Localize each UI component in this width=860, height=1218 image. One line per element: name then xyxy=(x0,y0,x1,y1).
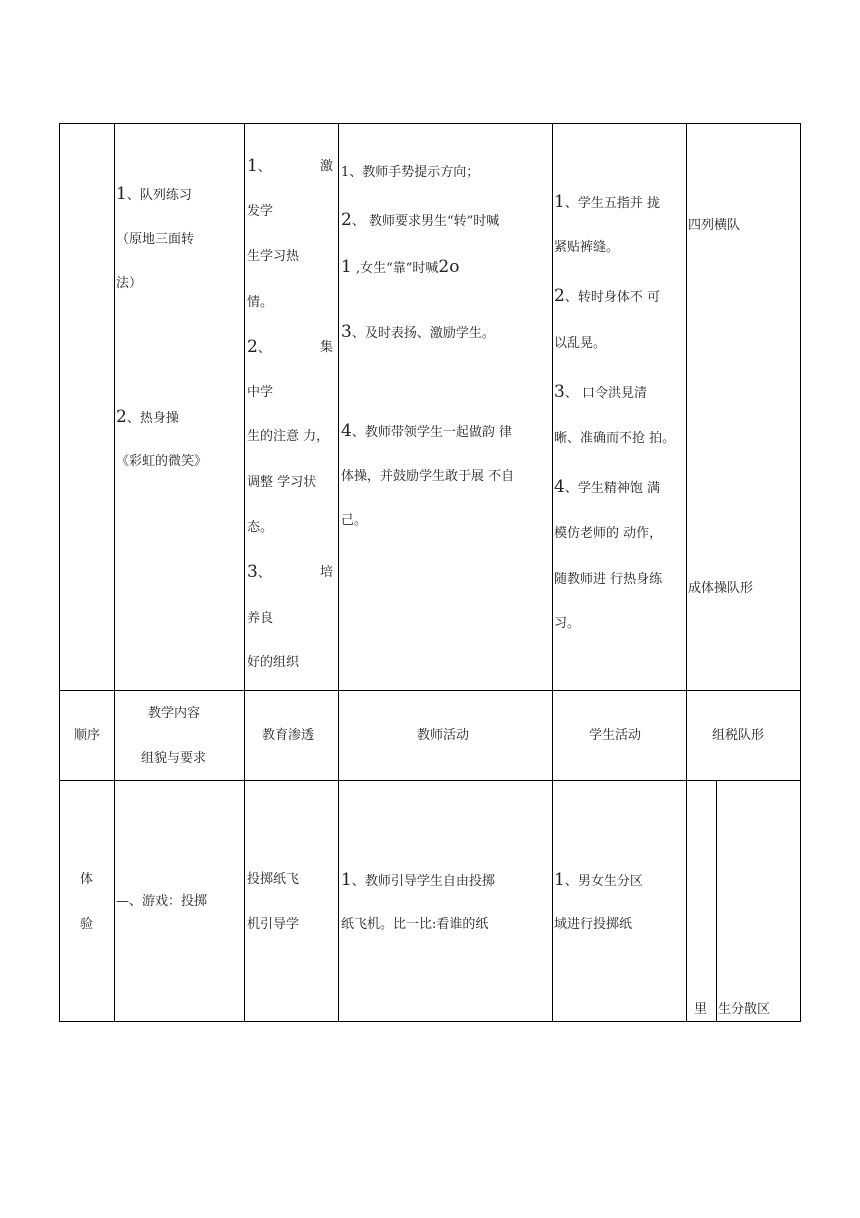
header-education: 教育渗透 xyxy=(262,728,315,743)
col-divider-1 xyxy=(114,123,115,1022)
student-line: 模仿老师的 动作， xyxy=(554,526,663,541)
row-divider-1 xyxy=(59,690,801,691)
header-teacher: 教师活动 xyxy=(417,728,470,743)
education-line: 好的组织 xyxy=(247,655,300,670)
formation-line: 四列横队 xyxy=(688,218,741,233)
education-line: 3、 xyxy=(247,562,271,582)
row3-teacher: 纸飞机。比一比:看谁的纸 xyxy=(341,917,489,932)
row3-order: 验 xyxy=(80,917,94,932)
formation-line: 成体操队形 xyxy=(688,581,754,596)
teacher-line: 2、 教师要求男生“转”时喊 xyxy=(341,210,500,230)
student-line: 4、学生精神饱 满 xyxy=(554,477,660,497)
content-item1: 1、队列练习 xyxy=(116,184,192,204)
student-line: 随教师进 行热身练 xyxy=(554,572,663,587)
teacher-line: 己。 xyxy=(341,513,368,528)
education-line: 中学 xyxy=(247,385,274,400)
student-line: 紧贴裤缝。 xyxy=(554,240,620,255)
education-line: 养良 xyxy=(247,611,274,626)
row3-teacher: 1、教师引导学生自由投掷 xyxy=(341,870,495,890)
education-line: 激 xyxy=(320,159,334,174)
row3-formation: 生分散区 xyxy=(718,1002,771,1017)
row-divider-2 xyxy=(59,780,801,781)
table-top-border xyxy=(59,123,801,124)
teacher-line: 4、教师带领学生一起做韵 律 xyxy=(341,421,512,441)
education-line: 发学 xyxy=(247,204,274,219)
teacher-line: 3、及时表扬、激励学生。 xyxy=(341,322,495,342)
content-item2: 2、热身操 xyxy=(116,407,179,427)
education-line: 态。 xyxy=(247,520,274,535)
header-order: 顺序 xyxy=(74,728,101,743)
row3-content: —、游戏：投掷 xyxy=(116,894,208,909)
education-line: 2、 xyxy=(247,337,271,357)
student-line: 晰、准确而不抢 拍。 xyxy=(554,431,676,446)
student-line: 以乱晃。 xyxy=(554,336,607,351)
education-line: 培 xyxy=(320,565,334,580)
table-right-border xyxy=(800,123,801,1022)
row3-formation: 里 xyxy=(694,1002,708,1017)
student-line: 1、学生五指并 拢 xyxy=(554,192,660,212)
content-item2-sub: 《彩虹的微笑》 xyxy=(116,454,208,469)
education-line: 1、 xyxy=(247,156,271,176)
teacher-line: 1 ,女生“靠”时喊2o xyxy=(341,257,460,277)
education-line: 调整 学习状 xyxy=(247,475,317,490)
header-content-sub: 组貌与要求 xyxy=(141,751,207,766)
col-divider-3 xyxy=(338,123,339,1022)
content-item1-sub2: 法） xyxy=(116,276,143,291)
table-left-border xyxy=(59,123,60,1022)
education-line: 集 xyxy=(320,340,334,355)
table-bottom-border xyxy=(59,1021,801,1022)
row3-education: 机引导学 xyxy=(247,917,300,932)
education-line: 生学习热 xyxy=(247,249,300,264)
row3-order: 体 xyxy=(80,872,94,887)
col-divider-4 xyxy=(552,123,553,1022)
col-divider-2 xyxy=(244,123,245,1022)
header-content: 教学内容 xyxy=(148,706,201,721)
content-item1-sub: （原地三面转 xyxy=(116,232,195,247)
student-line: 3、 口令洪見清 xyxy=(554,382,647,402)
row3-education: 投掷纸飞 xyxy=(247,872,300,887)
col-divider-5 xyxy=(686,123,687,1022)
student-line: 习。 xyxy=(554,616,581,631)
education-line: 生的注意 力， xyxy=(247,429,330,444)
header-student: 学生活动 xyxy=(589,728,642,743)
teacher-line: 1、教师手势提示方向； xyxy=(341,165,480,180)
formation-subdivider xyxy=(716,780,717,1021)
row3-student: 域进行投掷纸 xyxy=(554,917,633,932)
teacher-line: 体操，并鼓励学生敢于展 不自 xyxy=(341,469,515,484)
header-formation: 组税队形 xyxy=(712,728,765,743)
student-line: 2、转时身体不 可 xyxy=(554,286,660,306)
row3-student: 1、男女生分区 xyxy=(554,870,643,890)
education-line: 情。 xyxy=(247,295,274,310)
